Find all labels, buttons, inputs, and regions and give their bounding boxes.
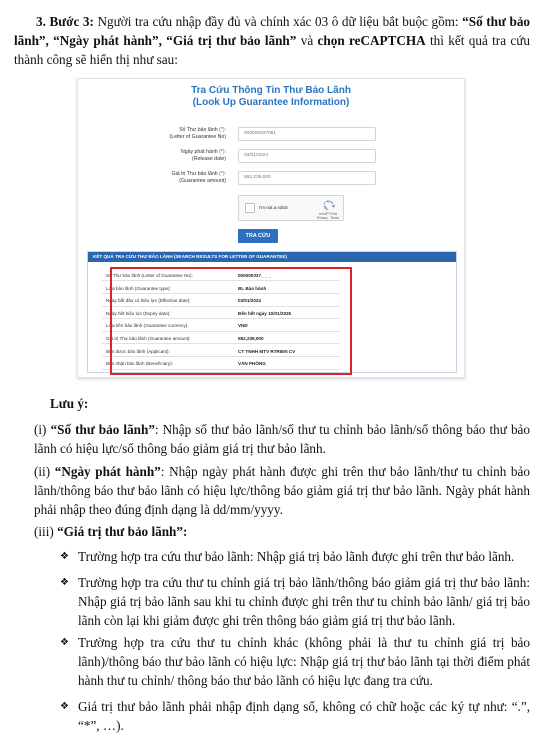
field-row-amount <box>78 171 464 187</box>
field-row-guarantee-no <box>78 127 464 143</box>
recaptcha-icon <box>322 200 335 211</box>
notes-title: Lưu ý: <box>50 396 89 411</box>
intro-captcha: chọn reCAPTCHA <box>317 33 426 48</box>
search-button[interactable]: TRA CỨU <box>238 229 278 243</box>
note-i <box>34 420 530 458</box>
bullet-2: Trường hợp tra cứu thư tu chỉnh giá trị bảo lãnh/thông báo giảm giá trị thư bảo lãnh: Nhập giá trị bảo lãnh sau khi tu chỉnh được ghi trên thư tu chỉnh bảo lãnh/ giá trị bảo lãnh còn lại khi giảm được ghi trên thông báo giảm giá trị thư bảo lãnh. <box>78 575 530 628</box>
recaptcha-widget <box>238 195 344 221</box>
result-label: Giá trị Thư bảo lãnh (Guarantee amount): <box>106 336 191 341</box>
recaptcha-brand: reCAPTCHA Privacy - Terms <box>317 212 339 220</box>
note-iii <box>34 522 530 541</box>
result-label: Bên nhận bảo lãnh (Beneficiary): <box>106 361 173 367</box>
bullet-3: Trường hợp tra cứu thư tu chỉnh khác (không phải là thư tu chỉnh giá trị bảo lãnh)/thông báo thư bảo lãnh có hiệu lực: Nhập giá trị thư bảo lãnh tại thời điểm phát hành thư tu chỉnh/ thông báo thư bảo lãnh có hiệu lực đang tra cứu. <box>78 635 530 688</box>
result-value: VĂN PHÒNG <box>238 361 266 367</box>
lookup-screenshot <box>77 78 465 378</box>
result-label: Ngày bắt đầu có hiệu lực (Effective date): <box>106 298 191 304</box>
result-label: Bên được bảo lãnh (Applicant): <box>106 348 170 354</box>
amount-input[interactable]: 582,239,000 <box>238 171 376 185</box>
result-label: Loại tiền bảo lãnh (Guarantee currency): <box>106 323 189 329</box>
intro-text: và <box>296 33 318 48</box>
result-label: Loại bảo lãnh (Guarantee type): <box>106 285 171 291</box>
intro-text: Người tra cứu nhập đầy đủ và chính xác 03 ô dữ liệu bắt buộc gồm: <box>93 14 463 29</box>
result-header: KẾT QUẢ TRA CỨU THƯ BẢO LÃNH (SEARCH RESULTS FOR LETTER OF GUARANTEE) <box>88 252 456 262</box>
result-value: 582,239,000 <box>238 336 264 341</box>
highlight-box <box>110 267 352 375</box>
recaptcha-label: I'm not a robot <box>259 205 288 210</box>
note-ii <box>34 462 530 519</box>
diamond-bullet-icon: ❖ <box>60 577 69 588</box>
bullet-4: Giá trị thư bảo lãnh phải nhập định dạng số, không có chữ hoặc các ký tự như: “.”, “*”, …). <box>78 699 530 733</box>
result-value: 03/01/2024 <box>238 298 261 304</box>
diamond-bullet-icon: ❖ <box>60 701 69 712</box>
intro-text: thì kết quả tra cứu thành công sẽ hiển thị như sau: <box>14 33 531 67</box>
guarantee-no-input[interactable]: 000000337061 <box>238 127 376 141</box>
note-ii-term: “Ngày phát hành” <box>54 464 161 479</box>
result-value: 000000337_ _ _ <box>238 273 272 278</box>
note-ii-prefix: (ii) <box>34 464 55 479</box>
result-value: Đến hết ngày 10/01/2025 <box>238 310 292 316</box>
intro-paragraph <box>14 12 530 69</box>
note-iii-prefix: (iii) <box>34 524 58 539</box>
note-iii-term: “Giá trị thư bảo lãnh”: <box>57 524 188 539</box>
result-value: VND <box>238 323 248 329</box>
release-date-input[interactable]: 03/01/2024 <box>238 149 376 163</box>
recaptcha-checkbox[interactable] <box>245 203 255 213</box>
title-line-2: (Look Up Guarantee Information) <box>192 97 350 108</box>
result-value: BL Bảo hành <box>238 285 267 291</box>
title-line-1: Tra Cứu Thông Tin Thư Bảo Lãnh <box>191 85 351 96</box>
lookup-title <box>78 85 464 109</box>
result-label: Số Thư bảo lãnh (Letter of Guarantee No): <box>106 273 193 278</box>
result-value: CT TNHH MTV RTRIEN CV <box>238 348 296 354</box>
field-label: Số Thư bảo lãnh (*): (Letter of Guarantee No) <box>169 127 226 140</box>
field-label: Giá trị Thư bảo lãnh (*): (Guarantee amount) <box>171 171 226 184</box>
intro-fields: “Số thư bảo lãnh”, “Ngày phát hành”, “Giá trị thư bảo lãnh” <box>14 14 531 48</box>
diamond-bullet-icon: ❖ <box>60 637 69 648</box>
field-label: Ngày phát hành (*): (Release date) <box>181 149 226 162</box>
note-ii-text: : Nhập ngày phát hành được ghi trên thư bảo lãnh/thư tu chỉnh bảo lãnh/thông báo thư bảo lãnh có hiệu lực/thông báo giảm giá trị thư bảo lãnh. Ngày phát hành phải nhập theo đúng định dạng là dd/mm/yyyy. <box>34 464 530 517</box>
field-row-release-date <box>78 149 464 165</box>
bullet-1: Trường hợp tra cứu thư bảo lãnh: Nhập giá trị bảo lãnh được ghi trên thư bảo lãnh. <box>78 549 515 564</box>
result-label: Ngày hết hiệu lực (Expiry date): <box>106 310 171 316</box>
note-i-text: : Nhập số thư bảo lãnh/số thư tu chỉnh bảo lãnh/số thông báo thư bảo lãnh có hiệu lực/số thông báo giảm giá trị thư bảo lãnh. <box>34 422 530 456</box>
diamond-bullet-icon: ❖ <box>60 551 69 562</box>
note-i-term: “Số thư bảo lãnh” <box>50 422 155 437</box>
step-label: 3. Bước 3: <box>36 14 94 29</box>
note-i-prefix: (i) <box>34 422 51 437</box>
